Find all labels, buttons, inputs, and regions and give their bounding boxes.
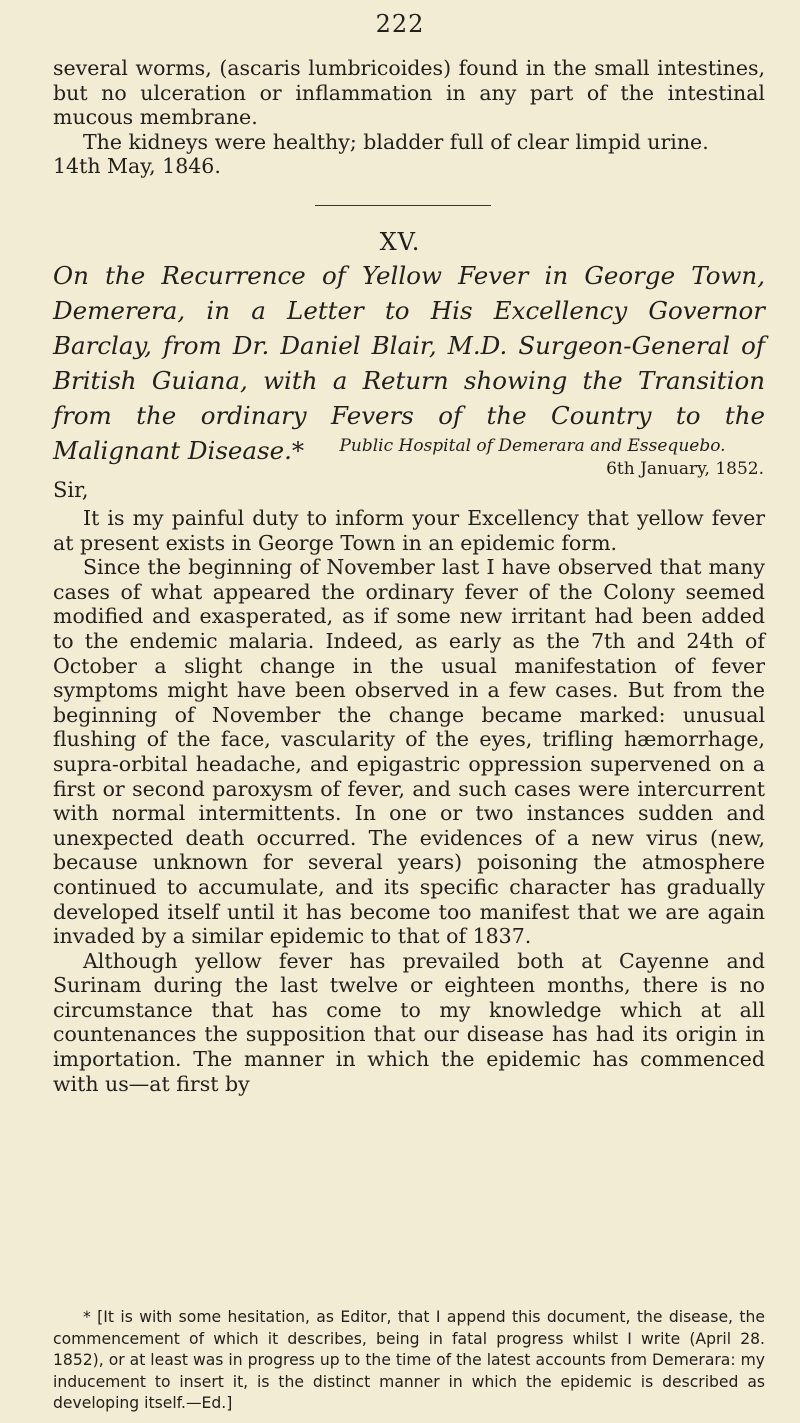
page-number: 222 [375, 10, 425, 38]
editor-footnote [53, 1307, 765, 1415]
body-paragraph: It is my painful duty to inform your Excellency that yellow fever at present exists in George Town in an epidemic form. [53, 506, 765, 555]
letterhead: Public Hospital of Demerara and Essequebo. [339, 436, 726, 456]
case-report-ending [53, 56, 765, 179]
footnote-text: * [It is with some hesitation, as Editor, that I append this document, the disease, the commencement of which it describes, being in fatal progress whilst I write (April 28. 1852), or at least was in progress up to the time of the latest accounts from Demerara: my inducement to insert it, is the distinct manner in which the epidemic is described as developing itself.—Ed.] [53, 1308, 765, 1412]
body-paragraph: Although yellow fever has prevailed both at Cayenne and Surinam during the last twelve or eighteen months, there is no circumstance that has come to my knowledge which at all countenances the supposition that our disease has had its origin in importation. The manner in which the epidemic has commenced with us—at first by [53, 948, 765, 1096]
section-divider [315, 205, 491, 206]
body-paragraph: Since the beginning of November last I have observed that many cases of what appeared the ordinary fever of the Colony seemed modified and exasperated, as if some new irritant had been added to the endemic malaria. Indeed, as early as the 7th and 24th of October a slight change in the usual manifestation of fever symptoms might have been observed in a few cases. But from the beginning of November the change became marked: unusual flushing of the face, vascularity of the eyes, trifling hæmorrhage, supra-orbital headache, and epigastric oppression supervened on a first or second paroxysm of fever, and such cases were intercurrent with normal intermittents. In one or two instances sudden and unexpected death occurred. The evidences of a new virus (new, because unknown for several years) poisoning the atmosphere continued to accumulate, and its specific character has gradually developed itself until it has become too manifest that we are again invaded by a similar epidemic to that of 1837. [53, 555, 765, 949]
kidneys-paragraph: The kidneys were healthy; bladder full of clear limpid urine. [83, 129, 709, 154]
report-date: 14th May, 1846. [53, 154, 221, 179]
salutation: Sir, [53, 478, 89, 502]
letter-body [53, 506, 765, 1096]
article-title: On the Recurrence of Yellow Fever in George Town, Demerera, in a Letter to His Excellency Governor Barclay, from Dr. Daniel Blair, M.D. Surgeon-General of British Guiana, with a Return showing the Transition from the ordinary Fevers of the Country to the Malignant Disease.* [53, 261, 765, 465]
letter-date: 6th January, 1852. [606, 459, 764, 479]
section-number: XV. [379, 228, 421, 256]
continuation-paragraph: several worms, (ascaris lumbricoides) found in the small intestines, but no ulceration or inflammation in any part of the intestinal mucous membrane. [53, 56, 765, 130]
